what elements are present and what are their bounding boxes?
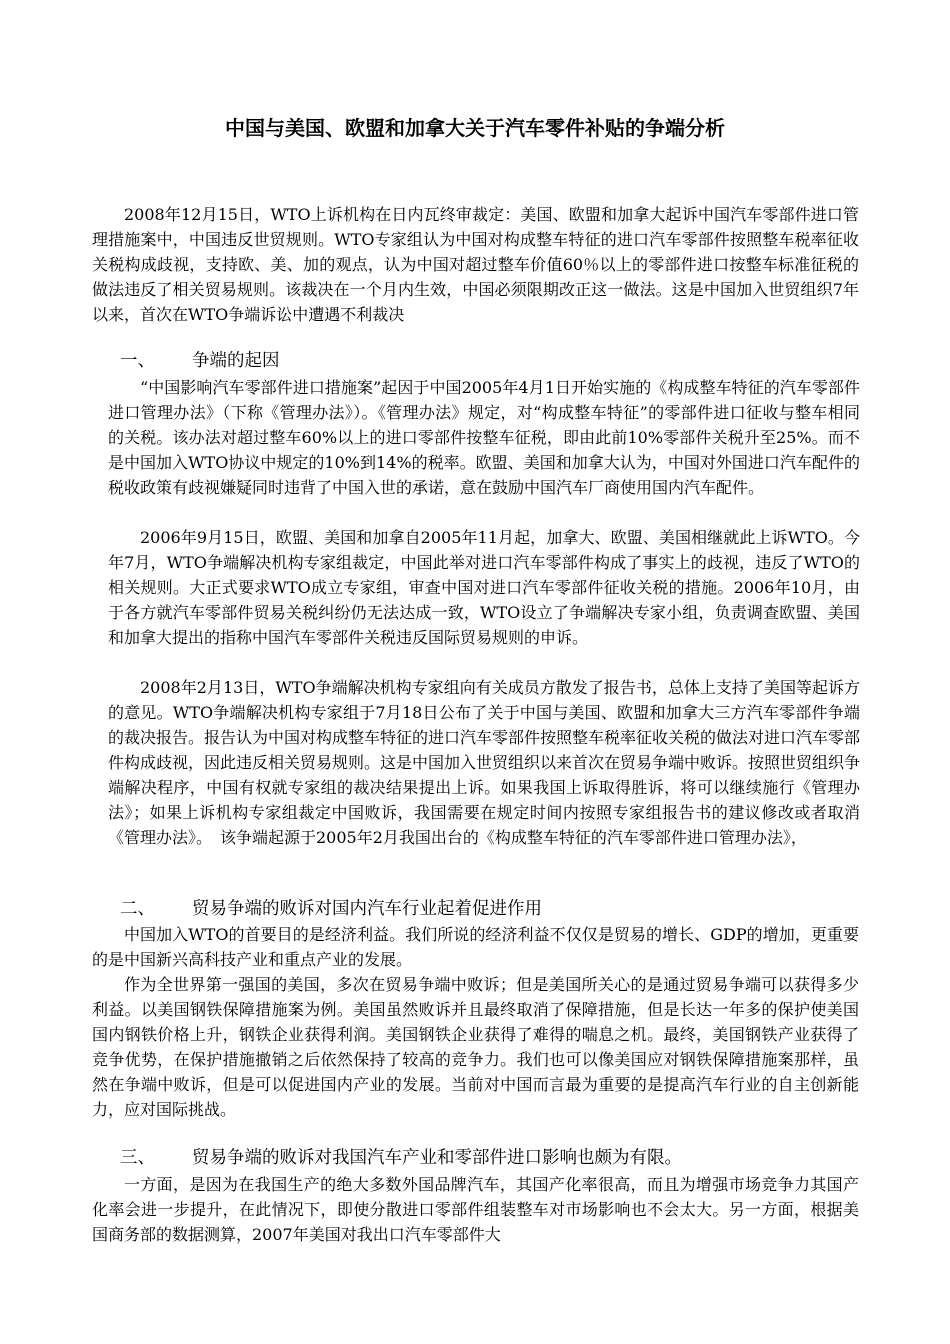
section-3-heading	[120, 1146, 682, 1170]
section-1-paragraph-1: “中国影响汽车零部件进口措施案”起因于中国2005年4月1日开始实施的《构成整车特征的汽车零部件进口管理办法》（下称《管理办法》）。《管理办法》规定，对“构成整车特征”的零部件进口征收与整车相同的关税。该办法对超过整车60%以上的进口零部件按整车征税，即由此前10%零部件关税升至25%。而不是中国加入WTO协议中规定的10%到14%的税率。欧盟、美国和加拿大认为，中国对外国进口汽车配件的税收政策有歧视嫌疑同时违背了中国入世的承诺，意在鼓励中国汽车厂商使用国内汽车配件。	[108, 378, 860, 497]
section-1-heading	[120, 349, 280, 373]
section-3-number: 三、	[120, 1148, 155, 1168]
section-3-paragraph-1: 一方面，是因为在我国生产的绝大多数外国品牌汽车，其国产化率很高，而且为增强市场竞争力其国产化率会进一步提升，在此情况下，即使分散进口零部件组装整车对市场影响也不会太大。另一方面，根据美国商务部的数据测算，2007年美国对我出口汽车零部件大	[92, 1175, 859, 1244]
section-1-title: 争端的起因	[192, 351, 280, 371]
section-2-title: 贸易争端的败诉对国内汽车行业起着促进作用	[192, 899, 542, 919]
section-1-number: 一、	[120, 351, 155, 371]
intro-paragraph: 2008年12月15日，WTO上诉机构在日内瓦终审裁定：美国、欧盟和加拿大起诉中国汽车零部件进口管理措施案中，中国违反世贸规则。WTO专家组认为中国对构成整车特征的进口汽车零部件按照整车税率征收关税构成歧视，支持欧、美、加的观点，认为中国对超过整车价值60％以上的零部件进口按整车标准征税的做法违反了相关贸易规则。该裁决在一个月内生效，中国必须限期改正这一做法。这是中国加入世贸组织7年以来，首次在WTO争端诉讼中遭遇不利裁决	[92, 205, 859, 324]
section-2-paragraph-1: 中国加入WTO的首要目的是经济利益。我们所说的经济利益不仅仅是贸易的增长、GDP的增加，更重要的是中国新兴高科技产业和重点产业的发展。	[92, 925, 859, 969]
section-1-paragraph-2: 2006年9月15日，欧盟、美国和加拿自2005年11月起，加拿大、欧盟、美国相继就此上诉WTO。今年7月，WTO争端解决机构专家组裁定，中国此举对进口汽车零部件构成了事实上的歧视，违反了WTO的相关规则。大正式要求WTO成立专家组，审查中国对进口汽车零部件征收关税的措施。2006年10月，由于各方就汽车零部件贸易关税纠纷仍无法达成一致，WTO设立了争端解决专家小组，负责调查欧盟、美国和加拿大提出的指称中国汽车零部件关税违反国际贸易规则的申诉。	[108, 528, 860, 647]
document-title: 中国与美国、欧盟和加拿大关于汽车零件补贴的争端分析	[225, 116, 725, 140]
section-2-paragraph-2: 作为全世界第一强国的美国，多次在贸易争端中败诉；但是美国所关心的是通过贸易争端可以获得多少利益。以美国钢铁保障措施案为例。美国虽然败诉并且最终取消了保障措施，但是长达一年多的保护使美国国内钢铁价格上升，钢铁企业获得利润。美国钢铁企业获得了难得的喘息之机。最终，美国钢铁产业获得了竞争优势，在保护措施撤销之后依然保持了较高的竞争力。我们也可以像美国应对钢铁保障措施案那样，虽然在争端中败诉，但是可以促进国内产业的发展。当前对中国而言最为重要的是提高汽车行业的自主创新能力，应对国际挑战。	[92, 975, 859, 1119]
section-3-title: 贸易争端的败诉对我国汽车产业和零部件进口影响也颇为有限。	[192, 1148, 682, 1168]
section-1-paragraph-3: 2008年2月13日，WTO争端解决机构专家组向有关成员方散发了报告书，总体上支持了美国等起诉方的意见。WTO争端解决机构专家组于7月18日公布了关于中国与美国、欧盟和加拿大三方汽车零部件争端的裁决报告。报告认为中国对构成整车特征的进口汽车零部件按照整车税率征收关税的做法对进口汽车零部件构成歧视，因此违反相关贸易规则。这是中国加入世贸组织以来首次在贸易争端中败诉。按照世贸组织争端解决程序，中国有权就专家组的裁决结果提出上诉。如果我国上诉取得胜诉，将可以继续施行《管理办法》；如果上诉机构专家组裁定中国败诉，我国需要在规定时间内按照专家组报告书的建议修改或者取消《管理办法》。 该争端起源于2005年2月我国出台的《构成整车特征的汽车零部件进口管理办法》，	[108, 678, 861, 847]
section-2-heading	[120, 897, 542, 921]
section-2-number: 二、	[120, 899, 155, 919]
